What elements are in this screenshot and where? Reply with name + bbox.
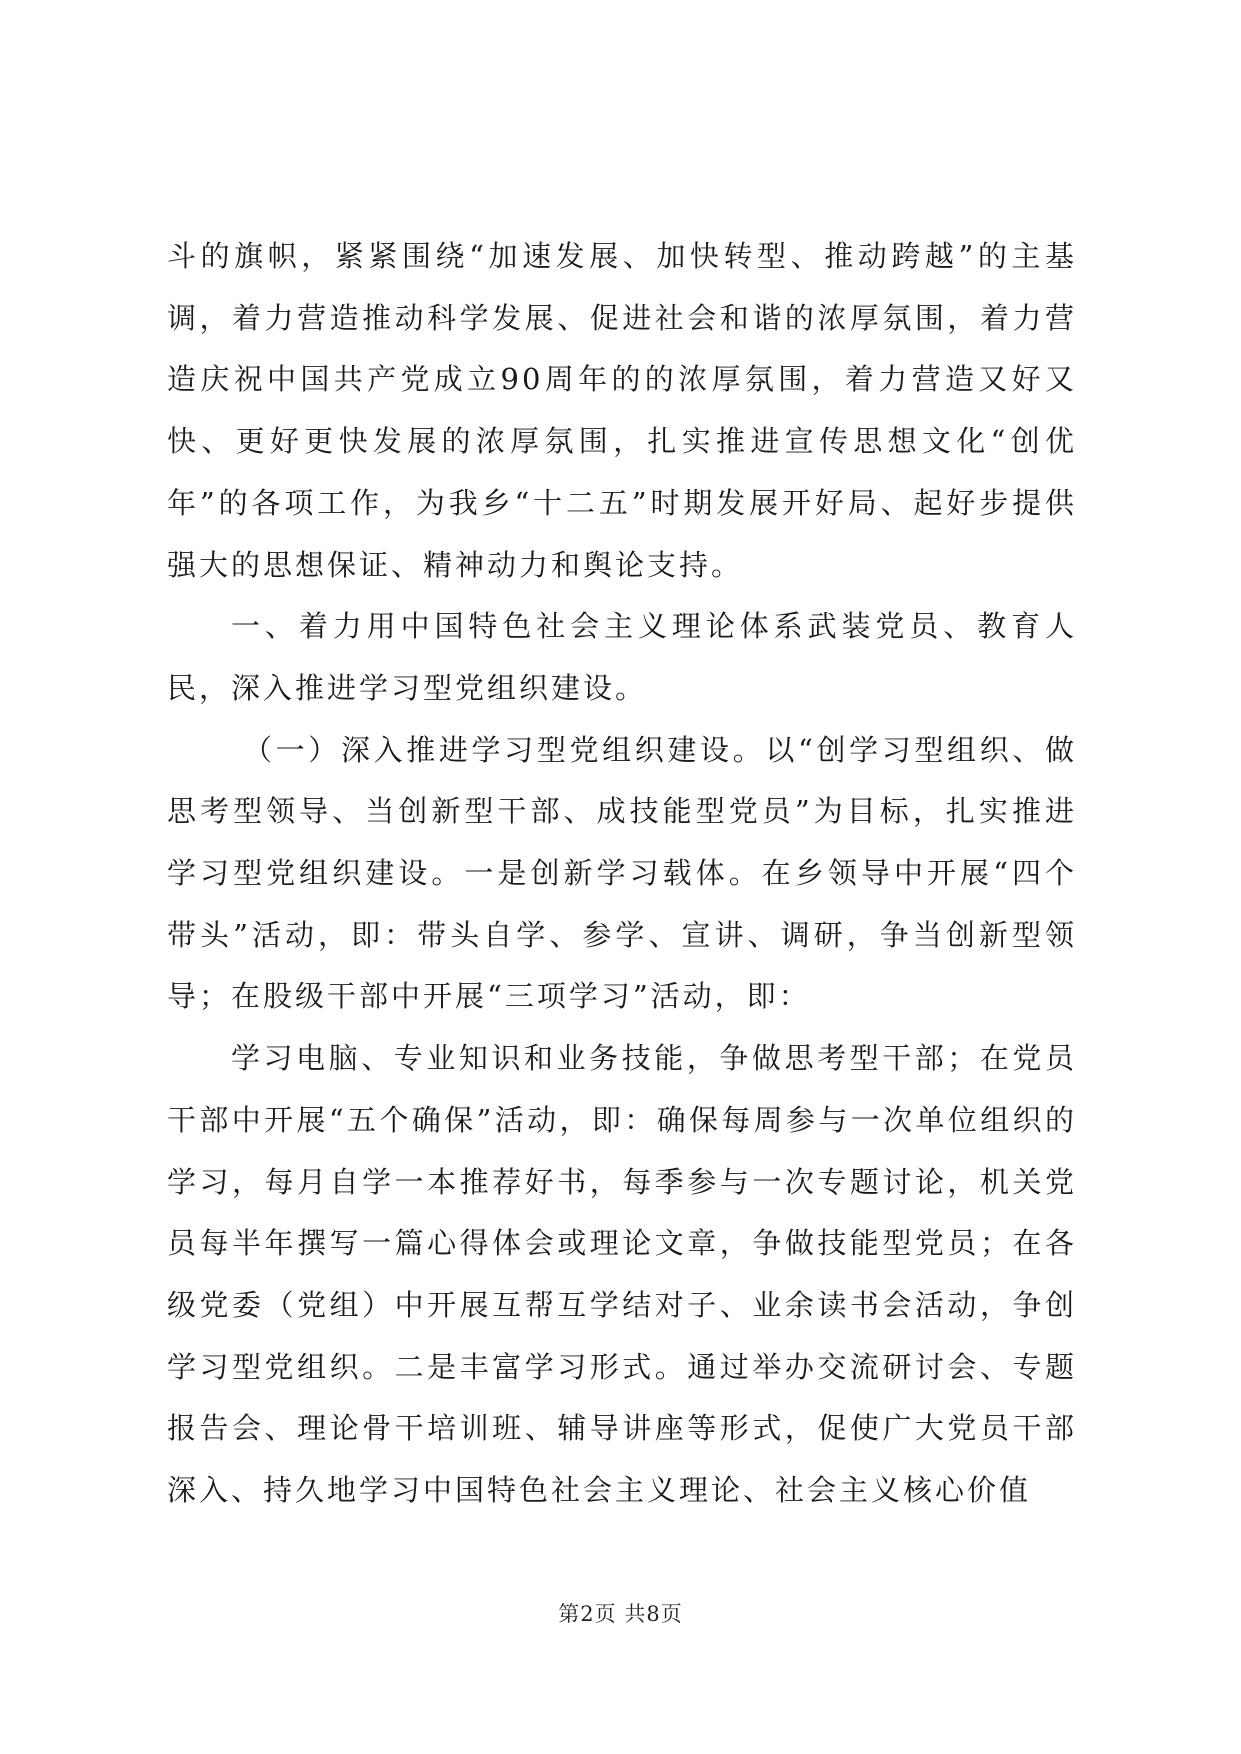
- document-body: [167, 226, 1077, 1522]
- body-paragraph: 学习电脑、专业知识和业务技能，争做思考型干部；在党员干部中开展“五个确保”活动，即：确保每周参与一次单位组织的学习，每月自学一本推荐好书，每季参与一次专题讨论，机关党员每半年撰写一篇心得体会或理论文章，争做技能型党员；在各级党委（党组）中开展互帮互学结对子、业余读书会活动，争创学习型党组织。二是丰富学习形式。通过举办交流研讨会、专题报告会、理论骨干培训班、辅导讲座等形式，促使广大党员干部深入、持久地学习中国特色社会主义理论、社会主义核心价值: [167, 1041, 1077, 1508]
- subsection-paragraph: （一）深入推进学习型党组织建设。以“创学习型组织、做思考型领导、当创新型干部、成技能型党员”为目标，扎实推进学习型党组织建设。一是创新学习载体。在乡领导中开展“四个带头”活动，即：带头自学、参学、宣讲、调研，争当创新型领导；在股级干部中开展“三项学习”活动，即：: [167, 732, 1077, 1014]
- paragraph-continuation: 斗的旗帜，紧紧围绕“加速发展、加快转型、推动跨越”的主基调，着力营造推动科学发展、促进社会和谐的浓厚氛围，着力营造庆祝中国共产党成立90周年的的浓厚氛围，着力营造又好又快、更好更快发展的浓厚氛围，扎实推进宣传思想文化“创优年”的各项工作，为我乡“十二五”时期发展开好局、起好步提供强大的思想保证、精神动力和舆论支持。: [167, 239, 1077, 582]
- page-footer: 第2页 共8页: [558, 1602, 683, 1626]
- section-heading: 一、着力用中国特色社会主义理论体系武装党员、教育人民，深入推进学习型党组织建设。: [167, 609, 1077, 705]
